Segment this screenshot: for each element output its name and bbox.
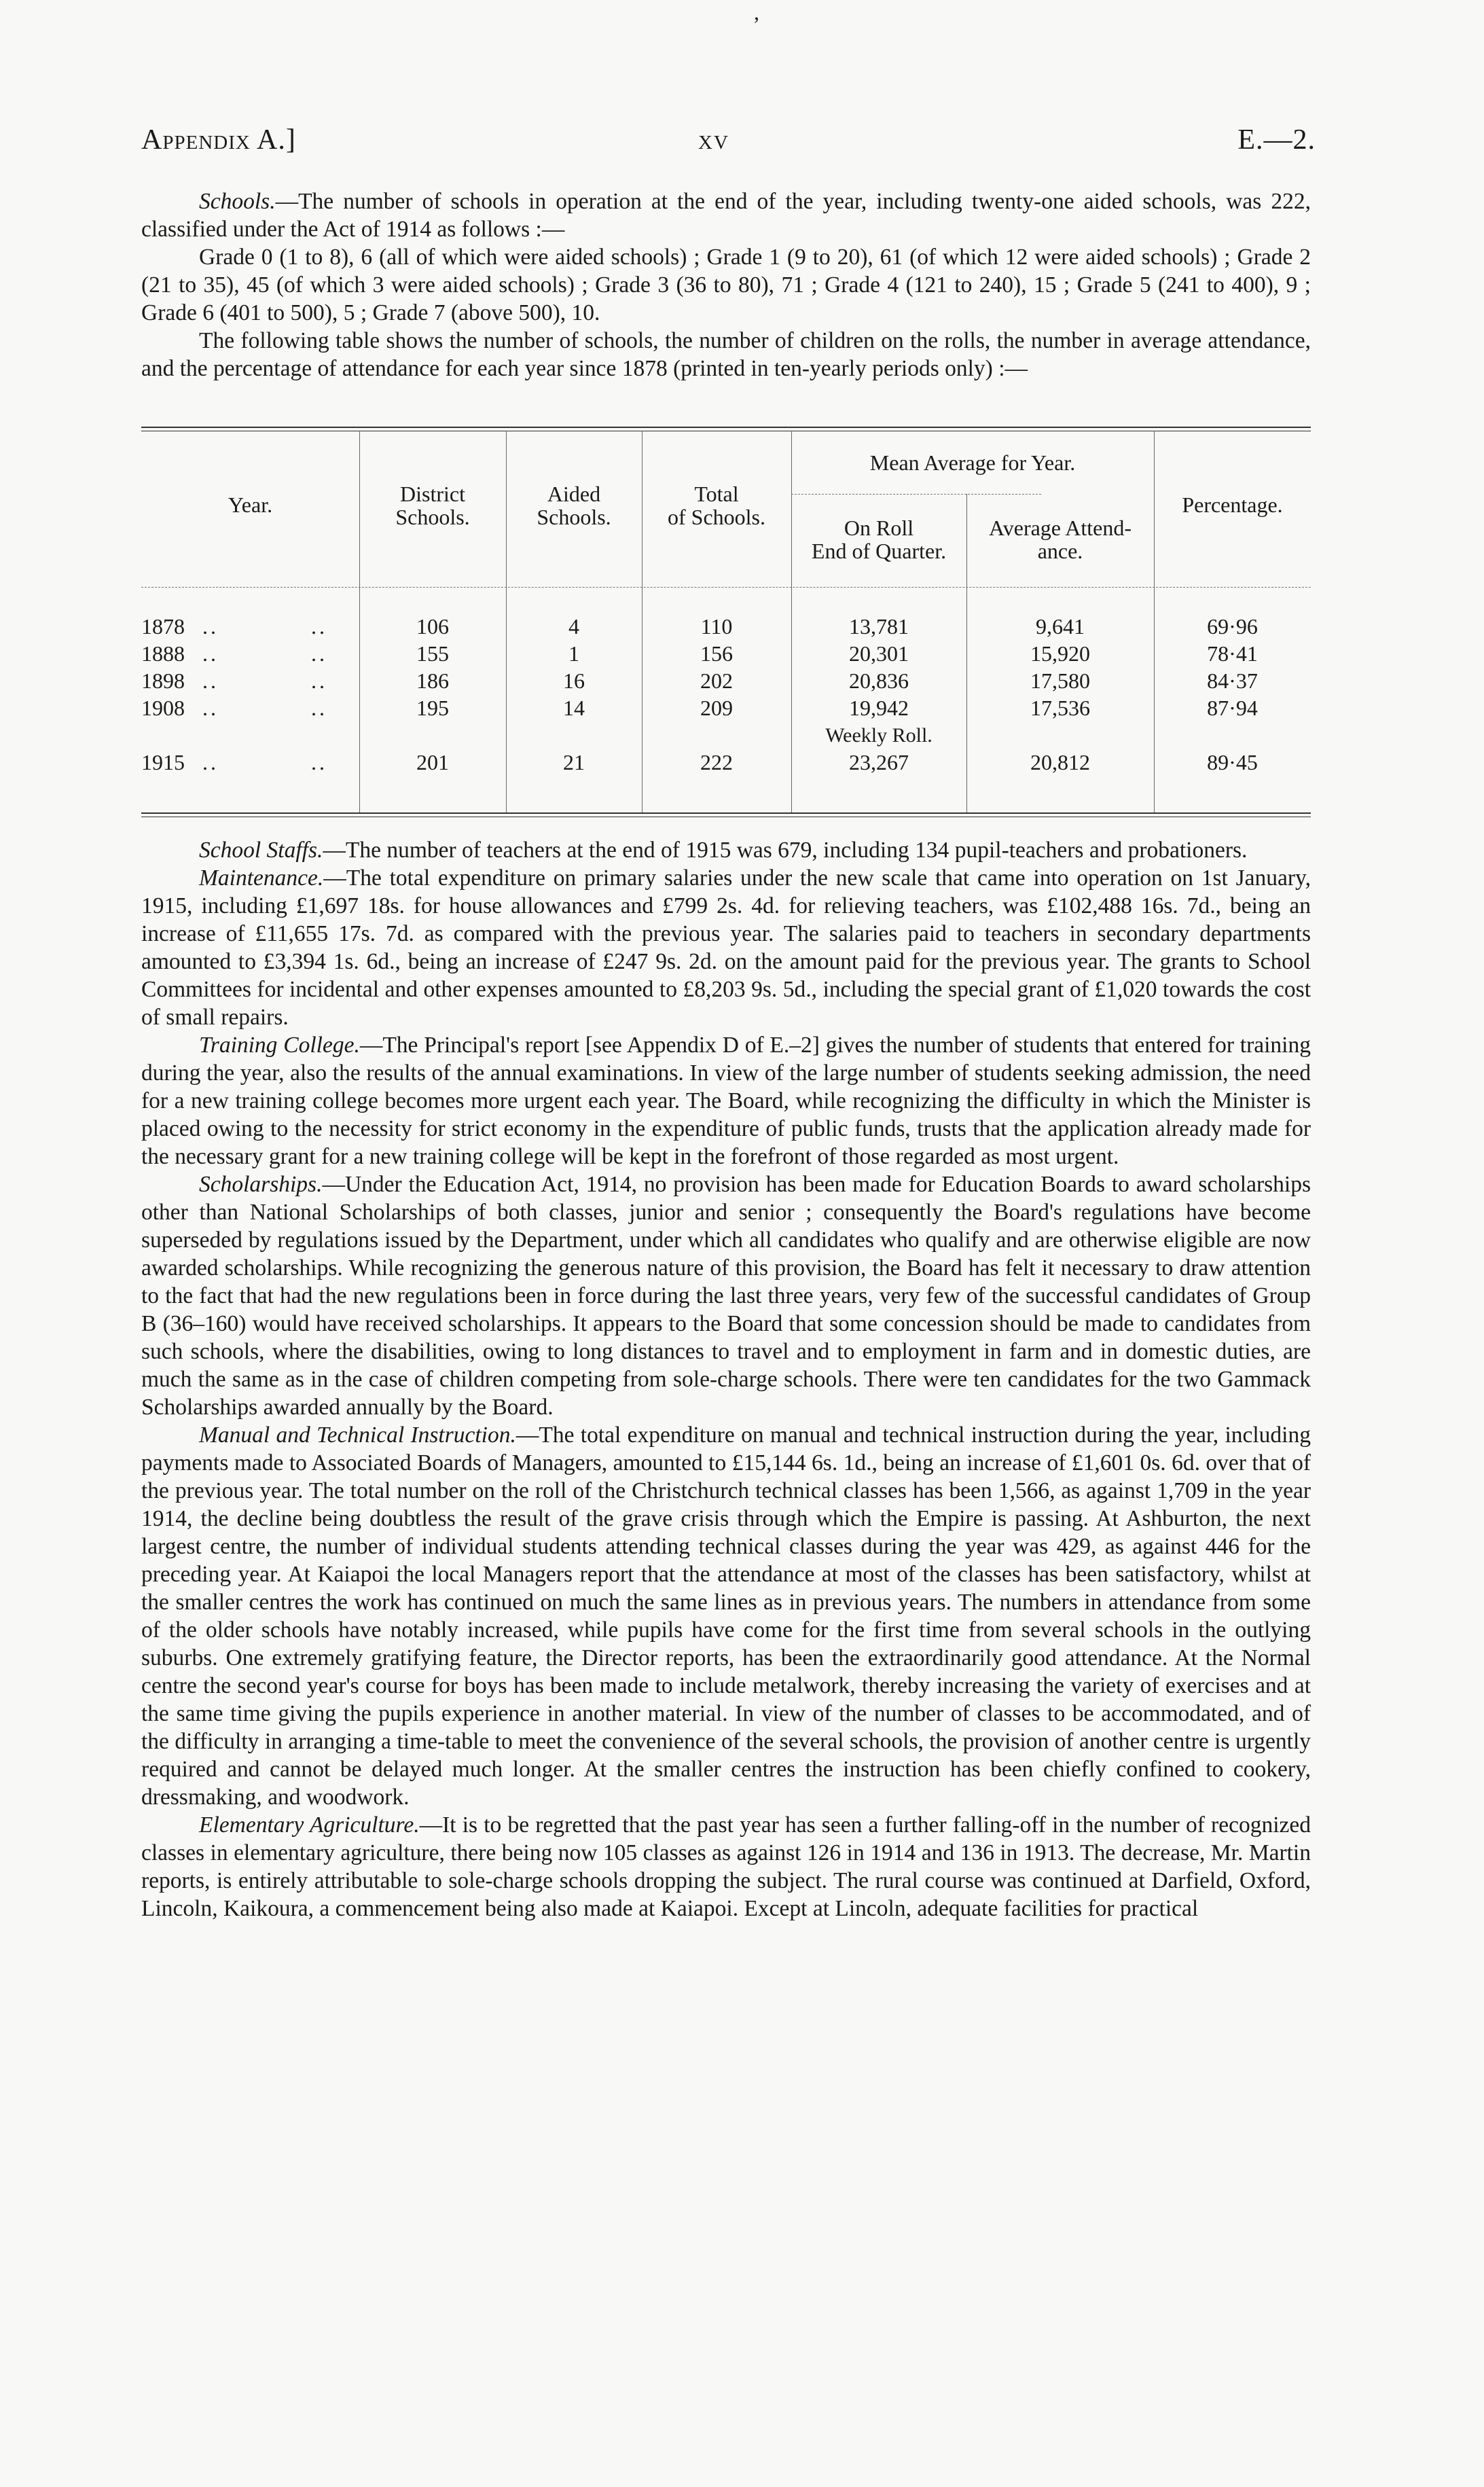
table-bottom-rule [141, 812, 1311, 814]
paragraph-scholarships: Scholarships.—Under the Education Act, 1914, no provision has been made for Education Boards to award scholarships other than National Scholarships of both classes, junior and senior ; consequently the Board's regulations have become superseded by regulations issued by the Department, under which all candidates who qualify and are otherwise eligible are now awarded scholarships. While recognizing the generous nature of this provision, the Board has felt it necessary to draw attention to the fact that had the new regulations been in force during the last three years, very few of the successful candidates of Group B (36–160) would have received scholarships. It appears to the Board that some concession should be made to candidates from such schools, where the disabilities, owing to long distances to travel and to employment in farm and in domestic duties, are much the same as in the case of children competing from sole-charge schools. There were ten candidates for the two Gammack Scholarships awarded annually by the Board. [141, 1172, 1311, 1420]
header-page-number: xv [698, 124, 729, 156]
weekly-roll-note: Weekly Roll. [825, 724, 933, 747]
table-row: 1888 .. .. 155 1 156 20,301 15,920 78·41 [141, 641, 1258, 666]
paragraph-schools: Schools.—The number of schools in operation at the end of the year, including twenty-one aided schools, was 222, classified under the Act of 1914 as follows :— [141, 189, 1311, 242]
header-appendix: Appendix A.] [141, 124, 296, 156]
header-percentage: Percentage. [1182, 493, 1283, 517]
top-mark: , [754, 0, 759, 24]
paragraph-manual-technical: Manual and Technical Instruction.—The total expenditure on manual and technical instruction during the year, including payments made to Associated Boards of Managers, amounted to £15,144 6s. 1d., being an increase of £1,601 0s. 6d. over that of the previous year. The total number on the roll of the Christchurch technical classes has been 1,566, as against 1,709 in the year 1914, the decline being doubtless the result of the grave crisis through which the Empire is passing. At Ashburton, the next largest centre, the number of individual students attending technical classes during the year was 429, as against 446 for the preceding year. At Kaiapoi the local Managers report that the attendance at most of the classes has been satisfactory, whilst at the smaller centres the work has continued on much the same lines as in previous years. The numbers in attendance from some of the older schools have notably increased, while pupils have come for the first time from several schools in the outlying suburbs. One extremely gratifying feature, the Director reports, has been the extraordinarily good attendance. At the Normal centre the second year's course for boys has been made to include metalwork, thereby increasing the variety of exercises and at the same time giving the pupils experience in another material. In view of the number of classes to be accommodated, and of the difficulty in arranging a time-table to meet the convenience of the several schools, the provision of another centre is urgently required and cannot be delayed much longer. At the smaller centres the instruction has been chiefly confined to cookery, dressmaking, and woodwork. [141, 1423, 1311, 1810]
paragraph-grades: Grade 0 (1 to 8), 6 (all of which were aided schools) ; Grade 1 (9 to 20), 61 (of which 12 were aided schools) ; Grade 2 (21 to 35), 45 (of which 3 were aided schools) ; Grade 3 (36 to 80), 71 ; Grade 4 (121 to 240), 15 ; Grade 5 (241 to 400), 9 ; Grade 6 (401 to 500), 5 ; Grade 7 (above 500), 10. [141, 245, 1311, 325]
paragraph-maintenance: Maintenance.—The total expenditure on primary salaries under the new scale that came into operation on 1st January, 1915, including £1,697 18s. for house allowances and £799 2s. 4d. for relieving teachers, was £102,488 16s. 7d., being an increase of £11,655 17s. 7d. as compared with the previous year. The salaries paid to teachers in secondary departments amounted to £3,394 1s. 6d., being an increase of £247 9s. 2d. on the amount paid for the previous year. The grants to School Committees for incidental and other expenses amounted to £8,203 9s. 5d., including the special grant of £1,020 towards the cost of small repairs. [141, 865, 1311, 1030]
header-bottom-rule [141, 587, 1311, 588]
table-row: 1898 .. .. 186 16 202 20,836 17,580 84·37 [141, 668, 1258, 693]
table-row-1915: 1915 .. .. 201 21 222 23,267 20,812 89·45 [141, 750, 1258, 774]
paragraph-elementary-agriculture: Elementary Agriculture.—It is to be regretted that the past year has seen a further falling-off in the number of recognized classes in elementary agriculture, there being now 105 classes as against 126 in 1914 and 136 in 1913. The decrease, Mr. Martin reports, is entirely attributable to sole-charge schools dropping the subject. The rural course was continued at Darfield, Oxford, Lincoln, Kaikoura, a commencement being also made at Kaiapoi. Except at Lincoln, adequate facilities for practical [141, 1812, 1311, 1921]
paragraph-school-staffs: School Staffs.—The number of teachers at the end of 1915 was 679, including 134 pupil-teachers and probationers. [199, 838, 1248, 863]
header-total-schools: Total of Schools. [668, 482, 765, 529]
body-text [141, 836, 1311, 1922]
schools-statistics-table [141, 421, 1311, 819]
header-document-code: E.—2. [1237, 124, 1316, 156]
header-year: Year. [228, 493, 273, 517]
paragraph-table-intro: The following table shows the number of schools, the number of children on the rolls, the number in average attendance, and the percentage of attendance for each year since 1878 (printed in ten-yearly periods only) :— [141, 328, 1311, 381]
header-aided-schools: Aided Schools. [537, 482, 611, 529]
header-mean-average: Mean Average for Year. [869, 450, 1076, 475]
mean-average-rule [791, 494, 1041, 495]
header-average-attendance: Average Attend- ance. [989, 516, 1132, 563]
page-header [141, 124, 1316, 164]
table-row: 1878 .. .. 106 4 110 13,781 9,641 69·96 [141, 614, 1258, 639]
header-district-schools: District Schools. [395, 482, 470, 529]
paragraph-training-college: Training College.—The Principal's report [see Appendix D of E.–2] gives the number of students that entered for training during the year, also the results of the annual examinations. In view of the large number of students seeking admission, the need for a new training college becomes more urgent each year. The Board, while recognizing the difficulty in which the Minister is placed owing to the necessity for strict economy in the expenditure of public funds, trusts that the application already made for the necessary grant for a new training college will be kept in the forefront of those regarded as most urgent. [141, 1033, 1311, 1169]
intro-text [141, 187, 1311, 382]
table-row: 1908 .. .. 195 14 209 19,942 17,536 87·94 [141, 696, 1258, 720]
header-on-roll: On Roll End of Quarter. [811, 516, 947, 563]
table-top-rule [141, 427, 1311, 428]
